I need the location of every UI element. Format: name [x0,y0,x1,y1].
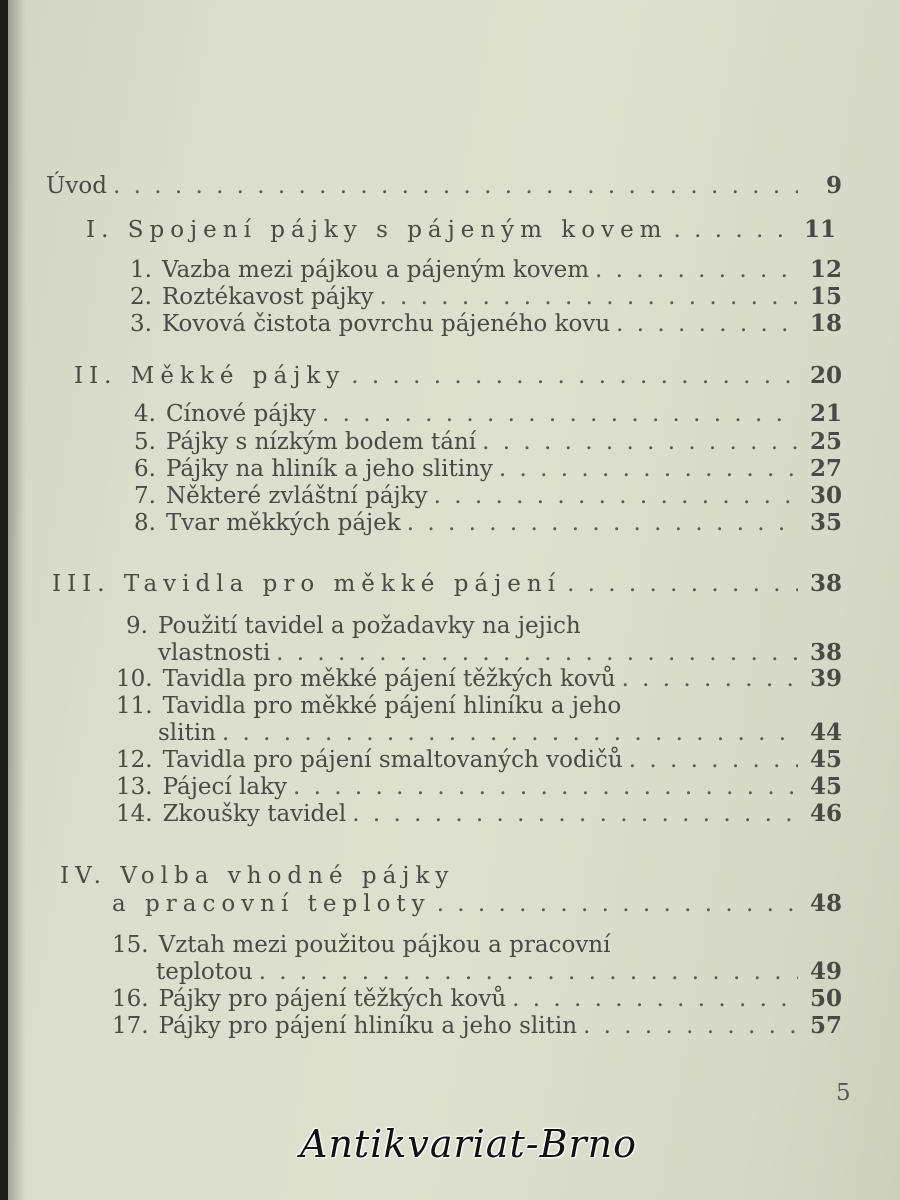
entry-number: 10. [116,666,153,692]
chapter-title: Volba vhodné pájky [120,863,455,889]
toc-entry-continuation [158,639,842,667]
entry-title: Zkoušky tavidel [162,801,347,827]
entry-title: Pájecí laky [162,774,288,800]
toc-entry [134,509,842,537]
toc-chapter [52,570,842,598]
toc-chapter [74,362,842,390]
leader-dots [276,639,798,667]
leader-dots [293,773,798,801]
toc-entry [120,612,581,640]
leader-dots [595,256,798,284]
entry-page: 35 [809,509,842,536]
entry-page: 30 [809,482,842,509]
toc-entry [134,455,842,483]
leader-dots [352,800,798,828]
entry-title: Tvar měkkých pájek [165,510,401,536]
entry-page: 15 [809,283,842,310]
entry-number: 11. [116,693,153,719]
leader-dots [622,665,798,693]
leader-dots [407,509,798,537]
entry-number: 15. [112,932,149,958]
entry-title: Kovová čistota povrchu pájeného kovu [161,311,611,337]
entry-title-continuation: slitin [158,720,216,746]
entry-page: 46 [809,800,842,827]
entry-title: Vazba mezi pájkou a pájeným kovem [161,257,590,283]
leader-dots [482,428,798,456]
entry-number: 7. [134,483,156,509]
entry-number: 5. [134,429,156,455]
watermark-text: Antikvariat-Brno [300,1122,638,1166]
toc-entry [116,665,842,693]
leader-dots [379,283,798,311]
entry-page: 44 [809,719,842,746]
entry-title: Pájky pro pájení těžkých kovů [158,986,507,1012]
toc-entry [112,1012,842,1040]
book-page [8,0,900,1200]
toc-entry [130,310,842,338]
chapter-title: Měkké pájky [130,363,346,389]
leader-dots [434,482,798,510]
chapter-number: I. [86,217,115,243]
entry-page: 39 [809,665,842,692]
leader-dots [674,216,793,244]
chapter-page: 38 [809,570,842,597]
entry-number: 14. [116,801,153,827]
entry-number: 9. [126,613,148,639]
leader-dots [616,310,798,338]
entry-page: 38 [809,639,842,666]
toc-chapter [60,862,454,890]
entry-number: 16. [112,986,149,1012]
toc-entry [112,931,610,959]
entry-page: 27 [809,455,842,482]
entry-page: 18 [809,310,842,337]
toc-intro-page: 9 [825,172,842,199]
toc-entry [116,746,842,774]
entry-title: Vztah mezi použitou pájkou a pracovní [158,932,611,958]
chapter-page: 20 [809,362,842,389]
leader-dots [222,719,798,747]
entry-title: Tavidla pro měkké pájení těžkých kovů [162,666,616,692]
toc-chapter [86,216,836,244]
toc-intro-title: Úvod [46,173,107,199]
leader-dots [259,958,798,986]
entry-page: 57 [809,1012,842,1039]
entry-title-continuation: teplotou [156,959,253,985]
chapter-number: III. [52,571,111,597]
entry-title: Tavidla pro měkké pájení hliníku a jeho [162,693,622,719]
chapter-title: Tavidla pro měkké pájení [123,571,562,597]
entry-page: 25 [809,428,842,455]
entry-number: 4. [134,401,156,427]
toc-entry [116,692,621,720]
leader-dots [499,455,798,483]
entry-number: 13. [116,774,153,800]
toc-entry [116,773,842,801]
chapter-number: IV. [60,863,107,889]
entry-page: 45 [809,773,842,800]
chapter-title: Spojení pájky s pájeným kovem [127,217,668,243]
entry-page: 12 [809,256,842,283]
toc-chapter-continuation [112,890,842,918]
entry-title: Tavidla pro pájení smaltovaných vodičů [162,747,623,773]
entry-page: 50 [809,985,842,1012]
leader-dots [113,172,798,200]
entry-title: Pájky pro pájení hliníku a jeho slitin [158,1013,578,1039]
toc-entry [130,256,842,284]
leader-dots [567,570,798,598]
toc-entry-continuation [156,958,842,986]
entry-number: 12. [116,747,153,773]
entry-number: 3. [130,311,152,337]
leader-dots [351,362,798,390]
entry-number: 1. [130,257,152,283]
entry-number: 6. [134,456,156,482]
entry-title: Cínové pájky [165,401,316,427]
toc-entry [130,283,842,311]
leader-dots [512,985,798,1013]
leader-dots [629,746,798,774]
page-number: 5 [836,1080,851,1106]
toc-intro [46,172,842,200]
chapter-title-continuation: a pracovní teploty [112,891,431,917]
toc-entry [134,428,842,456]
leader-dots [583,1012,798,1040]
entry-page: 49 [809,958,842,985]
leader-dots [437,890,798,918]
entry-title: Pájky na hliník a jeho slitiny [165,456,493,482]
entry-number: 2. [130,284,152,310]
entry-title: Použití tavidel a požadavky na jejich [158,613,581,639]
chapter-number: II. [74,363,118,389]
entry-title: Pájky s nízkým bodem tání [165,429,477,455]
chapter-page: 48 [809,890,842,917]
toc-entry [134,482,842,510]
toc-entry [134,400,842,428]
leader-dots [322,400,798,428]
entry-number: 8. [134,510,156,536]
entry-page: 21 [809,400,842,427]
entry-title-continuation: vlastnosti [158,640,271,666]
toc-entry [112,985,842,1013]
entry-page: 45 [809,746,842,773]
toc-entry [116,800,842,828]
toc-entry-continuation [158,719,842,747]
chapter-page: 11 [803,216,836,243]
entry-title: Roztékavost pájky [161,284,374,310]
entry-number: 17. [112,1013,149,1039]
entry-title: Některé zvláštní pájky [165,483,428,509]
